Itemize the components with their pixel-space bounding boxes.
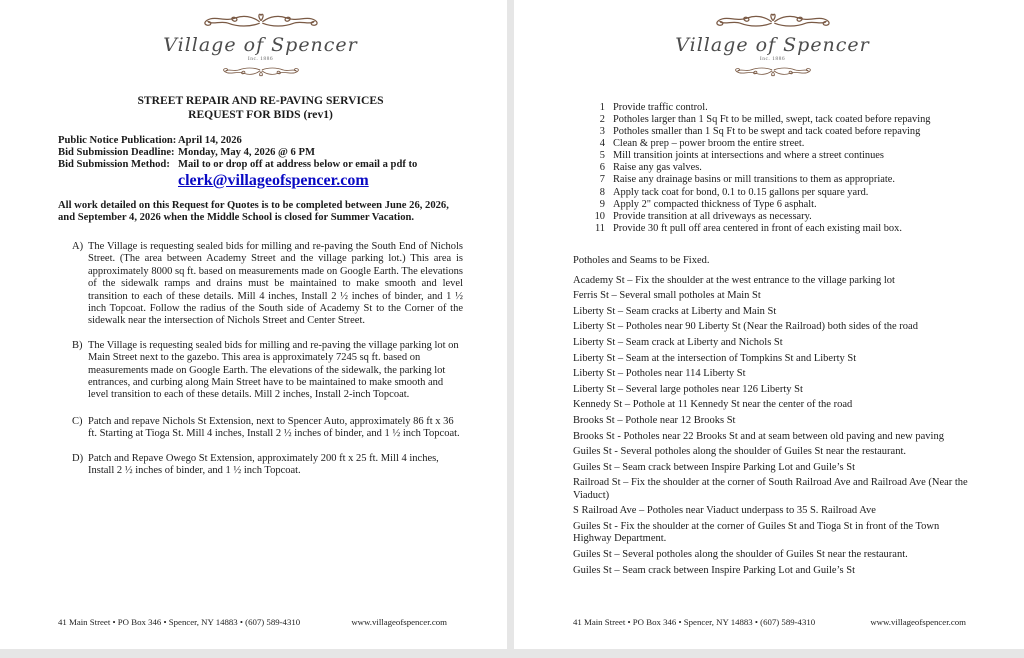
notice-value: Mail to or drop off at address below or email a pdf to: [178, 159, 418, 171]
requirement-item: [591, 187, 972, 199]
work-window-paragraph: All work detailed on this Request for Quotes is to be completed between June 26, 2026, and September 4, 2026 when the Middle School is closed for Summer Vacation.: [58, 199, 449, 224]
fix-list-item: Liberty St – Several large potholes near 126 Liberty St: [573, 383, 803, 395]
flourish-icon: [219, 65, 303, 77]
requirement-number: 9: [599, 198, 605, 210]
item-text: The Village is requesting sealed bids for milling and re-paving the South End of Nichols Street. (The area between Academy Street and the village parking lot.) This area is approximately 8000 sq ft. based on measurements made on Google Earth. The elevations of the sidewalk ramps and drains must be maintained to make smooth and level transition to each of these details. Mill 4 inches, Install 2 ½ inches of binder, and 1 ½ inch Topcoat. Follow the radius of the South side of Academy St to the Corner of the sidewalk near the intersection of Nichols Street and Center Street.: [88, 240, 463, 327]
requirement-number: 11: [594, 223, 605, 235]
title-line-1: STREET REPAIR AND RE-PAVING SERVICES: [137, 93, 384, 107]
notice-value: Monday, May 4, 2026 @ 6 PM: [178, 146, 315, 158]
requirement-number: 3: [599, 125, 605, 137]
village-logo: [573, 0, 972, 81]
flourish-icon: [731, 65, 815, 77]
requirement-number: 1: [599, 101, 605, 113]
requirement-text: Provide traffic control.: [613, 101, 708, 113]
notice-row: [58, 135, 463, 147]
item-letter: D): [72, 452, 84, 464]
requirement-number: 8: [599, 186, 605, 198]
requirement-number: 10: [594, 210, 605, 222]
notice-link-row: [58, 172, 463, 190]
fix-list-item: Academy St – Fix the shoulder at the west entrance to the village parking lot: [573, 274, 895, 286]
requirement-item: [591, 114, 972, 126]
requirement-item: [591, 150, 972, 162]
lettered-item: [72, 453, 463, 478]
requirement-text: Apply tack coat for bond, 0.1 to 0.15 gallons per square yard.: [613, 186, 869, 198]
requirement-number: 4: [599, 137, 605, 149]
fix-list-item: Guiles St - Several potholes along the shoulder of Guiles St near the restaurant.: [573, 446, 907, 458]
lettered-item: [72, 340, 463, 402]
requirements-list: [591, 102, 972, 236]
fix-list-item: Liberty St – Seam cracks at Liberty and Main St: [573, 305, 777, 317]
fix-list-item: S Railroad Ave – Potholes near Viaduct underpass to 35 S. Railroad Ave: [573, 505, 876, 517]
requirement-number: 5: [599, 150, 605, 162]
fix-list-item: Brooks St – Pothole near 12 Brooks St: [573, 414, 736, 426]
fix-list-item: Liberty St – Potholes near 90 Liberty St (Near the Railroad) both sides of the road: [573, 321, 918, 333]
page-footer: [0, 617, 507, 627]
lettered-list: [58, 241, 463, 478]
requirement-number: 7: [599, 174, 605, 186]
requirement-number: 6: [599, 162, 605, 174]
item-text: Patch and Repave Owego St Extension, approximately 200 ft x 25 ft. Mill 4 inches, Install 2 ½ inches of binder, and 1 ½ inch Topcoat.: [88, 452, 439, 476]
requirement-text: Provide transition at all driveways as necessary.: [613, 210, 812, 222]
requirement-number: 2: [599, 113, 605, 125]
fix-list-item: Liberty St – Seam at the intersection of Tompkins St and Liberty St: [573, 352, 857, 364]
notice-row: [58, 159, 463, 171]
notice-label: Public Notice Publication:: [58, 134, 177, 146]
notice-label: Bid Submission Method:: [58, 159, 170, 171]
footer-address: 41 Main Street • PO Box 346 • Spencer, NY 14883 • (607) 589-4310: [573, 617, 816, 627]
fix-list-heading: Potholes and Seams to be Fixed.: [573, 255, 710, 267]
logo-subtitle: Inc. 1886: [759, 56, 786, 62]
requirement-text: Potholes smaller than 1 Sq Ft to be swept and tack coated before repaving: [613, 125, 921, 137]
requirement-text: Clean & prep – power broom the entire street.: [613, 137, 805, 149]
fix-list-item: Liberty St – Potholes near 114 Liberty St: [573, 368, 746, 380]
page-1: [0, 0, 507, 649]
requirement-text: Raise any gas valves.: [613, 162, 702, 174]
fix-list-item: Ferris St – Several small potholes at Main St: [573, 290, 761, 302]
footer-address: 41 Main Street • PO Box 346 • Spencer, NY 14883 • (607) 589-4310: [58, 617, 301, 627]
requirement-item: [591, 211, 972, 223]
fix-list-item: Liberty St – Seam crack at Liberty and Nichols St: [573, 337, 783, 348]
fix-list-item: Guiles St – Seam crack between Inspire Parking Lot and Guile’s St: [573, 461, 855, 473]
requirement-item: [591, 174, 972, 186]
requirement-item: [591, 199, 972, 211]
requirement-text: Apply 2" compacted thickness of Type 6 asphalt.: [613, 198, 817, 210]
lettered-item: [72, 416, 463, 441]
notice-row: [58, 147, 463, 159]
requirement-item: [591, 126, 972, 138]
notice-block: [58, 135, 463, 172]
requirement-text: Raise any drainage basins or mill transitions to them as appropriate.: [613, 174, 895, 186]
document-title: [58, 94, 463, 122]
fix-list-item: Brooks St - Potholes near 22 Brooks St and at seam between old paving and new paving: [573, 430, 944, 442]
requirement-item: [591, 223, 972, 235]
requirement-text: Provide 30 ft pull off area centered in front of each existing mail box.: [613, 223, 902, 235]
logo-subtitle: Inc. 1886: [247, 56, 274, 62]
requirement-item: [591, 102, 972, 114]
notice-label: Bid Submission Deadline:: [58, 146, 175, 158]
requirement-text: Potholes larger than 1 Sq Ft to be milled, swept, tack coated before repaving: [613, 113, 931, 125]
item-letter: A): [72, 240, 84, 252]
page-2: [514, 0, 1024, 649]
item-text: The Village is requesting sealed bids for milling and re-paving the village parking lot on Main Street next to the gazebo. This area is approximately 7245 sq ft. based on measurements made on Google Earth. The elevations of the sidewalk, the parking lot entrances, and curbing along Main Street have to be maintained to make smooth and level transition to each of these details. Mill 2 inches, Install 2-inch Topcoat.: [88, 339, 459, 401]
notice-value: April 14, 2026: [178, 134, 242, 146]
clerk-email-link[interactable]: clerk@villageofspencer.com: [178, 171, 369, 189]
page-footer: [514, 617, 1024, 627]
item-letter: C): [72, 415, 83, 427]
item-text: Patch and repave Nichols St Extension, next to Spencer Auto, approximately 86 ft x 36 ft. Starting at Tioga St. Mill 4 inches, Install 2 ½ inches of binder, and 1 ½ inch Topcoat.: [88, 415, 460, 440]
fix-list-item: Guiles St – Seam crack between Inspire Parking Lot and Guile’s St: [573, 564, 855, 576]
footer-website: www.villageofspencer.com: [351, 617, 447, 627]
requirement-item: [591, 138, 972, 150]
lettered-item: [72, 241, 463, 328]
requirement-text: Mill transition joints at intersections and where a street continues: [613, 150, 884, 162]
item-letter: B): [72, 339, 83, 351]
fix-list-item: Railroad St – Fix the shoulder at the corner of South Railroad Ave and Railroad Ave (Near the Viaduct): [573, 477, 968, 501]
logo-name: Village of Spencer: [163, 34, 358, 56]
fix-list-item: Guiles St - Fix the shoulder at the corner of Guiles St and Tioga St in front of the Town Highway Department.: [573, 520, 940, 545]
requirement-item: [591, 162, 972, 174]
logo-name: Village of Spencer: [675, 34, 870, 56]
footer-website: www.villageofspencer.com: [870, 617, 966, 627]
flourish-icon: [710, 13, 836, 30]
title-line-2: REQUEST FOR BIDS (rev1): [188, 107, 333, 121]
village-logo: [58, 0, 463, 81]
fix-list: [573, 255, 972, 577]
fix-list-item: Guiles St – Several potholes along the shoulder of Guiles St near the restaurant.: [573, 548, 908, 560]
fix-list-item: Kennedy St – Pothole at 11 Kennedy St near the center of the road: [573, 399, 853, 411]
flourish-icon: [198, 13, 324, 30]
